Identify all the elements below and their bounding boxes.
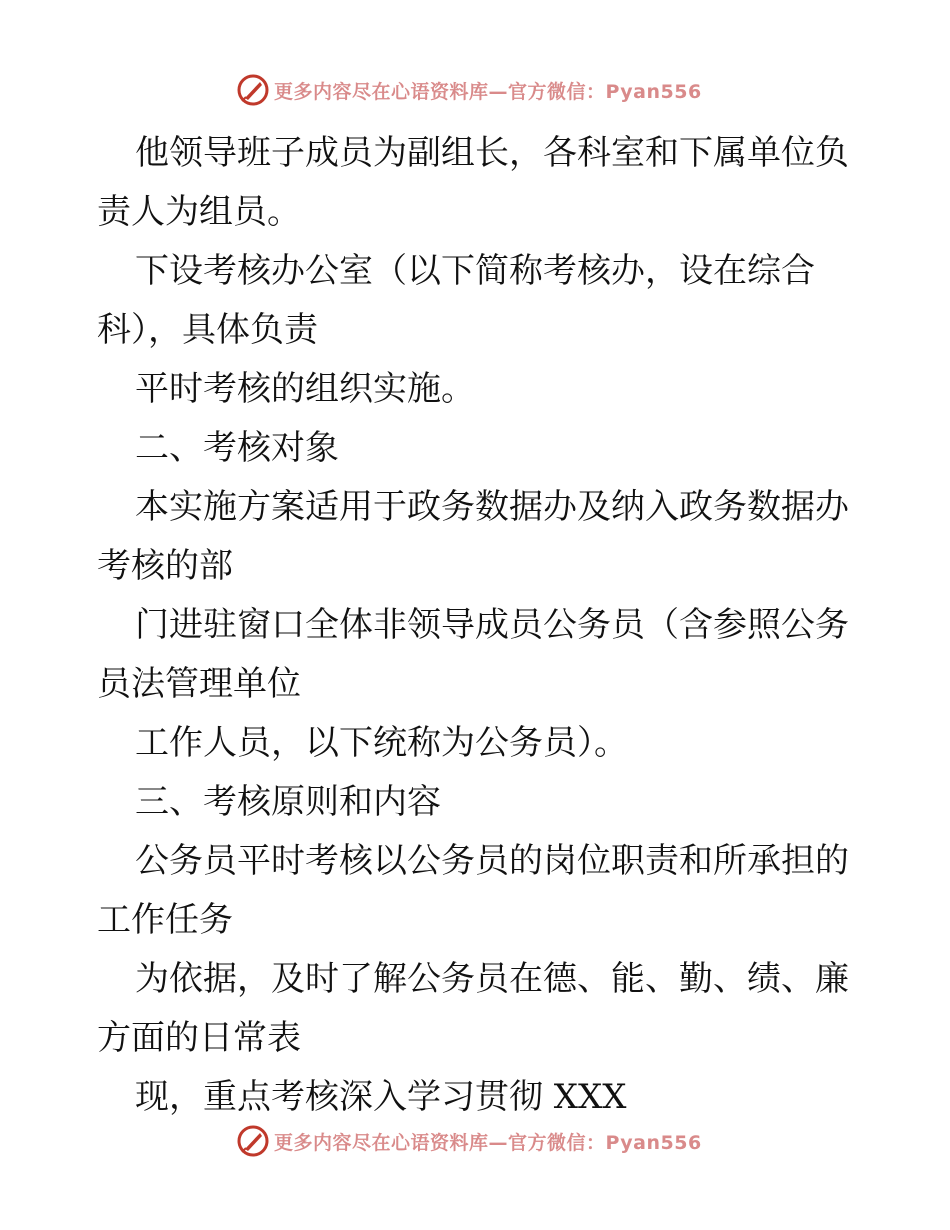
text-line: 员法管理单位 [97,664,301,704]
quill-logo-icon [236,73,270,107]
text-line: 公务员平时考核以公务员的岗位职责和所承担的 [135,841,849,881]
quill-logo-icon [236,1124,270,1158]
text-line: 三、考核原则和内容 [135,782,441,822]
text-line: 他领导班子成员为副组长，各科室和下属单位负 [135,133,849,173]
text-line: 下设考核办公室（以下简称考核办，设在综合 [135,251,815,291]
document-body [97,124,857,1127]
footer-watermark [236,1123,702,1159]
text-line: 责人为组员。 [97,192,301,232]
text-line: 现，重点考核深入学习贯彻 XXX [135,1077,627,1117]
text-line: 门进驻窗口全体非领导成员公务员（含参照公务 [135,605,849,645]
text-line: 考核的部 [97,546,233,586]
text-line: 工作人员，以下统称为公务员）。 [135,723,628,763]
header-watermark [236,72,702,108]
text-line: 平时考核的组织实施。 [135,369,475,409]
watermark-text: 更多内容尽在心语资料库—官方微信：Pyan556 [274,1131,702,1154]
text-line: 为依据，及时了解公务员在德、能、勤、绩、廉 [135,959,849,999]
text-line: 本实施方案适用于政务数据办及纳入政务数据办 [135,487,849,527]
text-line: 方面的日常表 [97,1018,301,1058]
text-line: 科），具体负责 [97,310,318,350]
text-line: 工作任务 [97,900,233,940]
watermark-text: 更多内容尽在心语资料库—官方微信：Pyan556 [274,80,702,103]
text-line: 二、考核对象 [135,428,339,468]
